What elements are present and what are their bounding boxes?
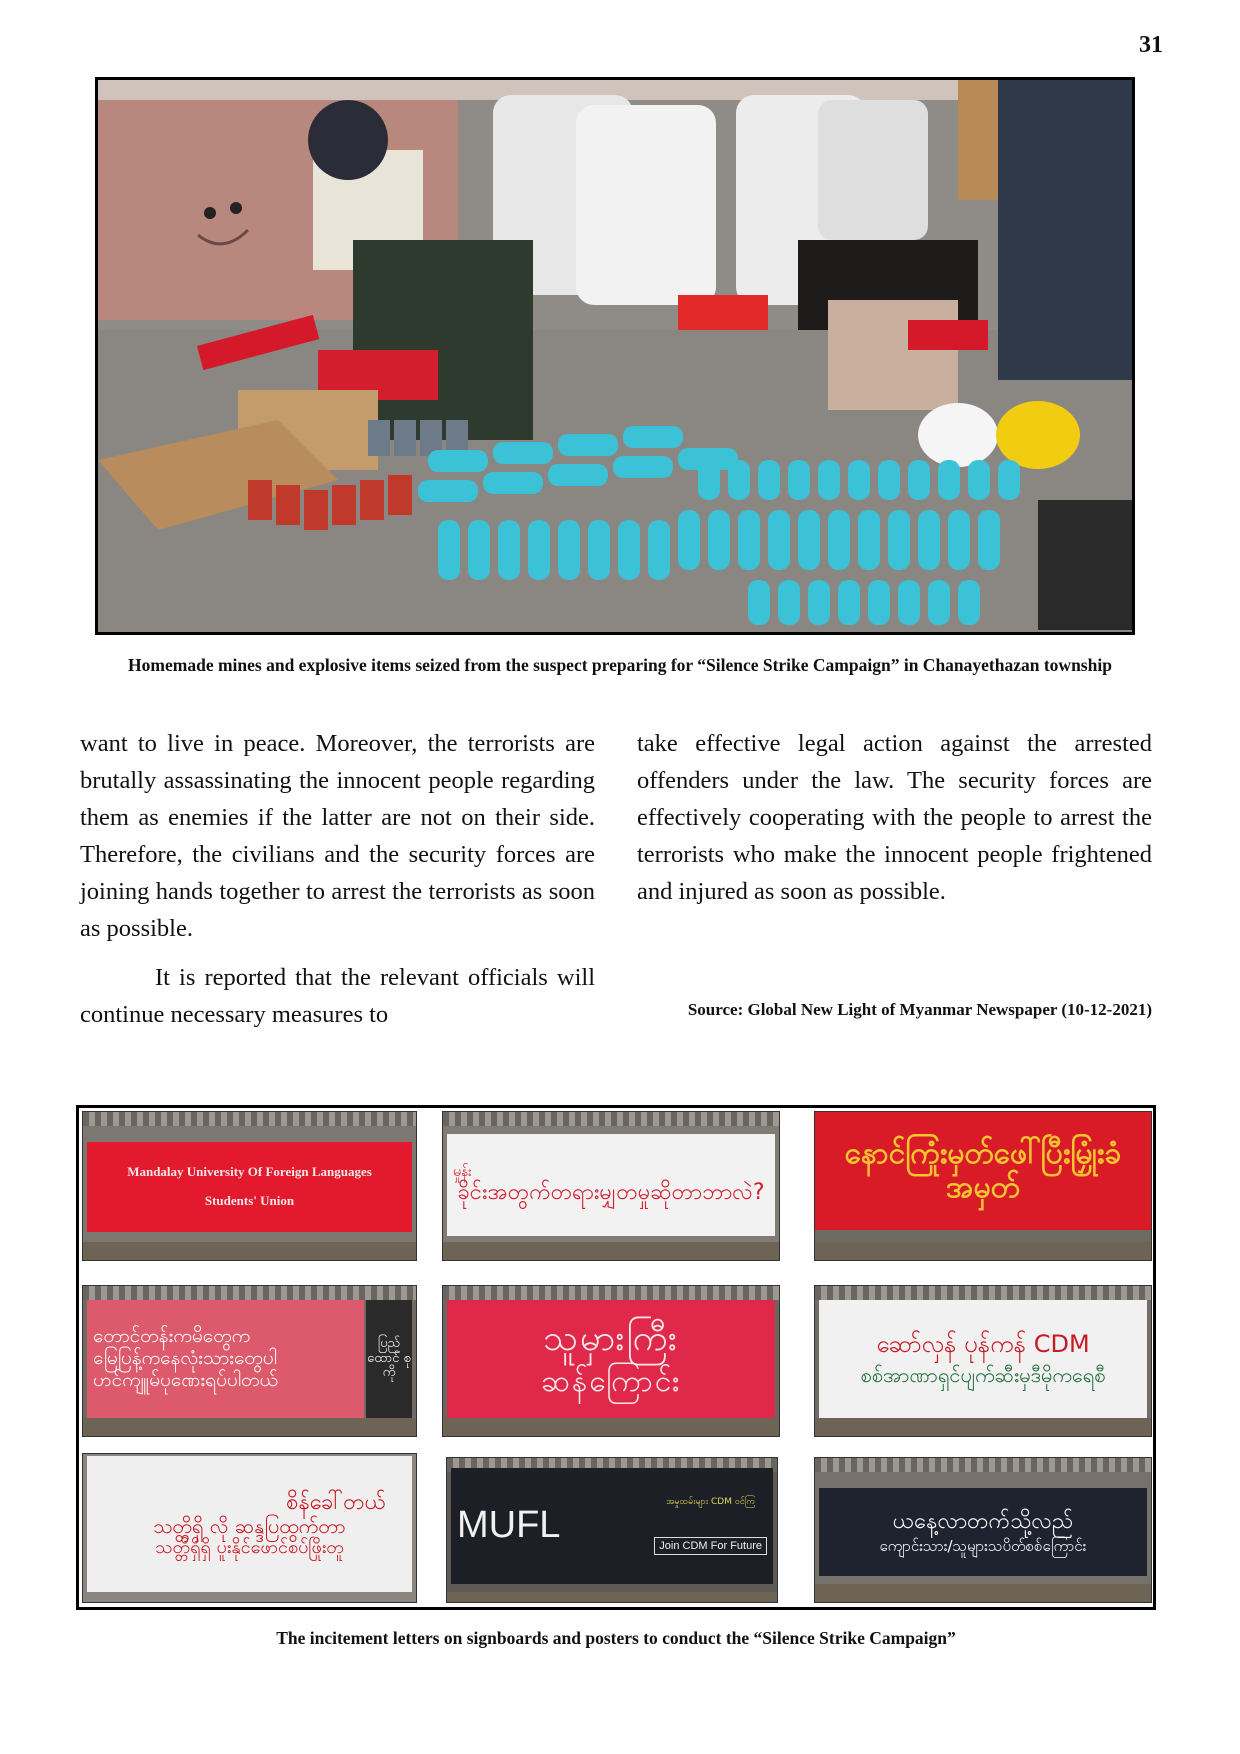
poster-photo [814,1111,1152,1261]
posters-photo-grid [76,1105,1156,1610]
poster-text: ကျောင်းသား/သူများသပိတ်စစ်ကြောင်း [879,1537,1087,1556]
poster-text: MUFL [457,1504,561,1547]
poster-text: Mandalay University Of Foreign Languages [127,1164,372,1180]
poster-text: စိန်ခေါ်တယ် [286,1489,386,1515]
poster-photo [82,1285,417,1437]
poster-text: Students' Union [204,1193,295,1208]
article-paragraph: want to live in peace. Moreover, the terrorists are brutally assassinating the innocent people regarding them as enemies if the latter are not on their side. Therefore, the civilians and the security forces are joining hands together to arrest the terrorists as soon as possible. [80,730,595,942]
poster-text: ယနေ့လာတက်သို့လည် [892,1508,1074,1534]
poster-text: သူမှားကြီး [543,1318,679,1360]
poster-text: ခိုင်းအတွက်တရားမျှတမှုဆိုတာဘာလဲ? [457,1180,765,1206]
poster-photo [442,1111,780,1261]
page-number: 31 [1139,32,1163,58]
article-right-column [637,725,1152,910]
posters-caption: The incitement letters on signboards and posters to conduct the “Silence Strike Campaign” [276,1628,956,1648]
poster-text: သတ္တိရှိ လို ဆန္ဒပြထွက်တာ [153,1513,346,1538]
article-source: Source: Global New Light of Myanmar Newspaper (10-12-2021) [687,1000,1152,1019]
seized-explosives-image [98,80,1132,632]
article-paragraph: take effective legal action against the arrested offenders under the law. The security forces are effectively cooperating with the people to arrest the terrorists who make the innocent people frightened and injured as soon as possible. [637,730,1152,905]
poster-text: Join CDM For Future [654,1537,767,1556]
poster-text: ပြည် ထောင် စုကို [367,1335,411,1381]
poster-photo [446,1457,778,1603]
poster-text: သတ္တိရှိရှိ ပူးနိုင်ဖောင်စပ်ဖြိုးတူ [155,1536,344,1558]
poster-text: မှုန်း [453,1164,472,1181]
poster-text: တောင်တန်းကမိတွေက [93,1325,251,1348]
top-photo-caption: Homemade mines and explosive items seized from the suspect preparing for “Silence Strike Campaign” in Chanayethazan township [128,655,1112,675]
article-left-column [80,725,595,1033]
poster-text: နောင်ကြုံးမှတ်ဖေါ်ပြီးမြှုံးခံအမှတ် [844,1135,1122,1205]
poster-text: ဆော်လှန် ပုန်ကန် CDM [876,1329,1090,1358]
article-paragraph: It is reported that the relevant officials will continue necessary measures to [80,964,595,1028]
poster-text: မြေပြန့်ကနေလုံးသားတွေပါ [93,1347,277,1370]
poster-photo [814,1457,1152,1603]
poster-text: စစ်အာဏာရှင်ပျက်ဆီးမှဒီမိုကရေစီ [860,1363,1106,1388]
poster-text: အမှုထမ်းများ CDM ဝင်ကြ [666,1496,756,1507]
poster-photo [814,1285,1152,1437]
poster-photo [82,1111,417,1261]
poster-photo [82,1453,417,1603]
poster-text: ဟင်ကျူမ်ပုဏေးရပ်ပါတယ် [93,1368,278,1391]
poster-photo [442,1285,780,1437]
poster-text: ဆန်ကြောင်း [540,1364,682,1400]
seized-explosives-photo [95,77,1135,635]
